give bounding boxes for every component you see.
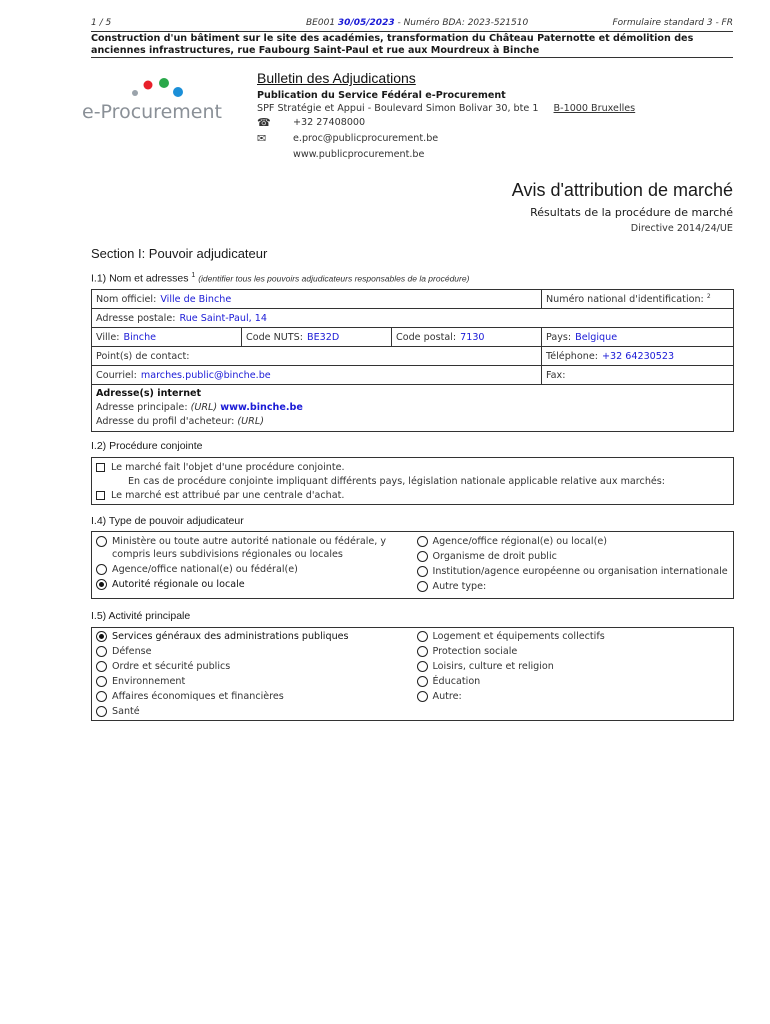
- logo-dot-blue: [173, 87, 183, 97]
- radio-button[interactable]: [417, 631, 428, 642]
- postal-address-cell: Adresse postale: Rue Saint-Paul, 14: [92, 309, 734, 328]
- authority-type-box: [91, 531, 734, 599]
- bda-number: - Numéro BDA: 2023-521510: [397, 18, 529, 28]
- logo-dot-red: [144, 81, 153, 90]
- activity-option[interactable]: Loisirs, culture et religion: [413, 660, 734, 675]
- activity-option[interactable]: Éducation: [413, 675, 734, 690]
- phone-row: [257, 114, 637, 130]
- fax-cell: Fax:: [542, 366, 734, 385]
- radio-button[interactable]: [417, 676, 428, 687]
- city-value: Binche: [123, 331, 157, 343]
- page-number: 1 / 5: [91, 18, 112, 28]
- ref-prefix: BE001: [306, 18, 336, 28]
- authority-option[interactable]: Institution/agence européenne ou organisation internationale: [413, 565, 734, 580]
- activity-right: [413, 630, 734, 720]
- internet-cell: [92, 385, 734, 432]
- logo-text: e-Procurement: [82, 101, 222, 123]
- website[interactable]: www.publicprocurement.be: [293, 148, 425, 160]
- envelope-icon: ✉: [257, 131, 267, 145]
- address-table: [91, 289, 734, 432]
- main-activity-box: [91, 627, 734, 721]
- postal-code-cell: Code postal: 7130: [392, 328, 542, 347]
- radio-button[interactable]: [417, 551, 428, 562]
- nuts-value: BE32D: [307, 331, 340, 343]
- nuts-cell: Code NUTS: BE32D: [242, 328, 392, 347]
- postal-address-value: Rue Saint-Paul, 14: [179, 312, 267, 324]
- activity-option[interactable]: Défense: [92, 645, 413, 660]
- contract-subject: Construction d'un bâtiment sur le site des académies, transformation du Château Paternotte et démolition des anciennes infrastructures, rue Faubourg Saint-Paul et rue aux Mourdreux à Binche: [91, 33, 694, 56]
- radio-button[interactable]: [417, 536, 428, 547]
- publisher: Publication du Service Fédéral e-Procurement: [257, 90, 506, 101]
- radio-button[interactable]: [96, 676, 107, 687]
- phone-cell: Téléphone: +32 64230523: [542, 347, 734, 366]
- country-cell: Pays: Belgique: [542, 328, 734, 347]
- directive: Directive 2014/24/UE: [630, 223, 733, 234]
- activity-left: [92, 630, 413, 720]
- activity-option[interactable]: Santé: [92, 705, 413, 720]
- official-name-value: Ville de Binche: [160, 293, 232, 305]
- bulletin-block: [257, 70, 637, 162]
- contact-cell: Point(s) de contact:: [92, 347, 542, 366]
- i4-heading: I.4) Type de pouvoir adjudicateur: [91, 515, 244, 527]
- email-address[interactable]: e.proc@publicprocurement.be: [293, 132, 439, 144]
- joint-procedure-box: [91, 457, 734, 505]
- central-purchasing-checkbox[interactable]: [96, 491, 105, 500]
- activity-option-selected[interactable]: Services généraux des administrations publiques: [92, 630, 413, 645]
- authority-type-right: [413, 535, 734, 595]
- authority-option[interactable]: Agence/office national(e) ou fédéral(e): [92, 563, 413, 578]
- bulletin-title: Bulletin des Adjudications: [257, 70, 416, 86]
- joint-procedure-checkbox[interactable]: [96, 463, 105, 472]
- publication-date: 30/05/2023: [337, 18, 395, 28]
- internet-heading: Adresse(s) internet: [96, 388, 202, 399]
- i2-heading: I.2) Procédure conjointe: [91, 440, 203, 452]
- activity-option[interactable]: Autre:: [413, 690, 734, 705]
- authority-option[interactable]: Autre type:: [413, 580, 734, 595]
- radio-button[interactable]: [417, 661, 428, 672]
- authority-option-selected[interactable]: Autorité régionale ou locale: [92, 578, 413, 593]
- radio-button[interactable]: [417, 646, 428, 657]
- city-link[interactable]: B-1000 Bruxelles: [553, 103, 636, 114]
- main-address-link[interactable]: www.binche.be: [220, 402, 303, 413]
- national-id-cell: Numéro national d'identification: $^2$: [542, 290, 734, 309]
- radio-button[interactable]: [96, 536, 107, 547]
- radio-button[interactable]: [417, 566, 428, 577]
- web-row: [257, 146, 637, 162]
- phone-number: +32 27408000: [293, 116, 366, 128]
- publisher-address: [257, 103, 637, 114]
- header-divider: [91, 31, 733, 32]
- radio-button-selected[interactable]: [96, 631, 107, 642]
- e-procurement-logo: [80, 78, 225, 128]
- section-title: Section I: Pouvoir adjudicateur: [91, 246, 268, 261]
- radio-button[interactable]: [96, 691, 107, 702]
- radio-button[interactable]: [96, 706, 107, 717]
- phone-icon: ☎: [257, 115, 271, 129]
- city-cell: Ville: Binche: [92, 328, 242, 347]
- joint-procedure-row: Le marché fait l'objet d'une procédure conjointe.: [92, 460, 733, 474]
- activity-option[interactable]: Logement et équipements collectifs: [413, 630, 734, 645]
- main-address-row: Adresse principale: (URL) www.binche.be: [96, 402, 303, 413]
- official-name-cell: Nom officiel: Ville de Binche: [92, 290, 542, 309]
- radio-button-selected[interactable]: [96, 579, 107, 590]
- notice-subtitle: Résultats de la procédure de marché: [530, 206, 733, 219]
- authority-option[interactable]: Agence/office régional(e) ou local(e): [413, 535, 734, 550]
- activity-option[interactable]: Environnement: [92, 675, 413, 690]
- subject-divider: [91, 57, 733, 58]
- phone-value: +32 64230523: [601, 350, 675, 362]
- activity-option[interactable]: Protection sociale: [413, 645, 734, 660]
- email-cell: Courriel: marches.public@binche.be: [92, 366, 542, 385]
- authority-option[interactable]: Organisme de droit public: [413, 550, 734, 565]
- i5-heading: I.5) Activité principale: [91, 610, 191, 622]
- national-law-row: En cas de procédure conjointe impliquant différents pays, législation nationale applicable relative aux marchés:: [128, 475, 666, 487]
- form-type: Formulaire standard 3 - FR: [612, 18, 733, 28]
- radio-button[interactable]: [96, 564, 107, 575]
- radio-button[interactable]: [96, 661, 107, 672]
- email-row: [257, 130, 637, 146]
- radio-button[interactable]: [96, 646, 107, 657]
- logo-dot-grey: [132, 90, 138, 96]
- postal-code-value: 7130: [460, 331, 485, 343]
- logo-dot-green: [159, 78, 169, 88]
- notice-reference: [306, 18, 528, 28]
- authority-option[interactable]: Ministère ou toute autre autorité nationale ou fédérale, y compris leurs subdivisions régionales ou locales: [92, 535, 413, 563]
- buyer-profile-row: Adresse du profil d'acheteur: (URL): [96, 416, 264, 427]
- street-address: SPF Stratégie et Appui - Boulevard Simon Bolivar 30, bte 1: [257, 103, 539, 114]
- authority-type-left: [92, 535, 413, 595]
- activity-option[interactable]: Ordre et sécurité publics: [92, 660, 413, 675]
- country-value: Belgique: [575, 331, 618, 343]
- radio-button[interactable]: [417, 691, 428, 702]
- i1-heading: I.1) Nom et adresses $^1$ (identifier tous les pouvoirs adjudicateurs responsables de la procédure): [91, 272, 470, 285]
- activity-option[interactable]: Affaires économiques et financières: [92, 690, 413, 705]
- email-value[interactable]: marches.public@binche.be: [140, 369, 271, 381]
- radio-button[interactable]: [417, 581, 428, 592]
- central-purchasing-row: Le marché est attribué par une centrale d'achat.: [92, 488, 733, 502]
- page-header: [91, 18, 733, 30]
- notice-title: Avis d'attribution de marché: [511, 180, 733, 200]
